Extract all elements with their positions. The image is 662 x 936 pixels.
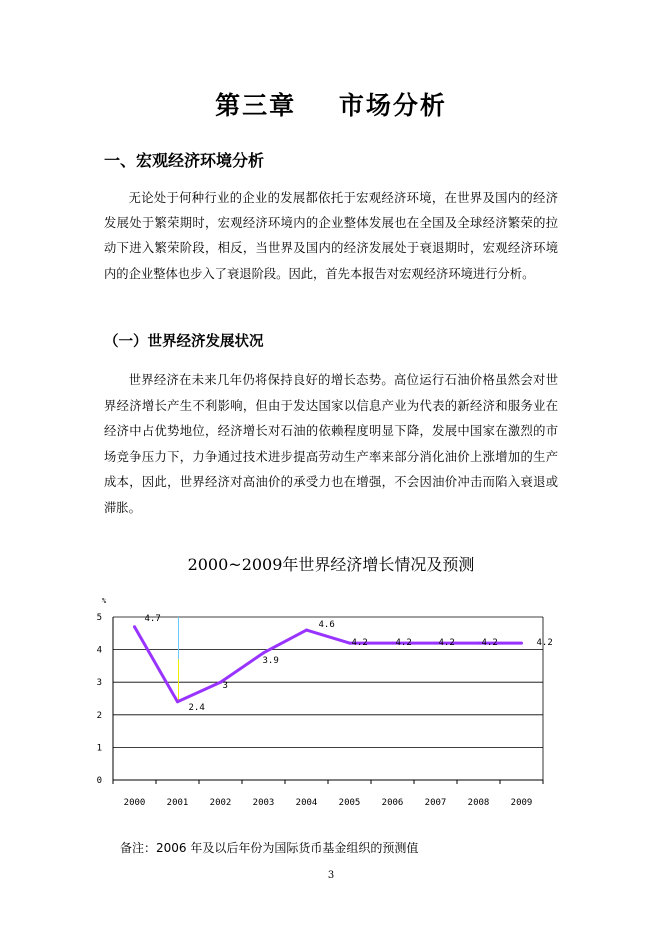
data-point xyxy=(520,642,523,645)
y-axis-unit: % xyxy=(102,597,107,605)
data-label: 3 xyxy=(222,681,228,692)
y-tick-label: 0 xyxy=(96,776,102,786)
y-tick-label: 1 xyxy=(96,743,102,754)
data-point xyxy=(477,642,480,645)
x-tick-label: 2006 xyxy=(381,798,404,808)
x-tick-label: 2008 xyxy=(467,798,490,808)
growth-line-chart xyxy=(90,590,553,820)
subsection-heading: （一）世界经济发展状况 xyxy=(104,334,264,350)
chart-title: 2000~2009年世界经济增长情况及预测 xyxy=(187,555,475,574)
x-tick-label: 2009 xyxy=(510,798,533,808)
x-tick-label: 2002 xyxy=(209,798,232,808)
y-tick-label: 2 xyxy=(96,710,102,721)
chart-note: 备注：2006 年及以后年份为国际货币基金组织的预测值 xyxy=(120,841,419,855)
data-point xyxy=(434,642,437,645)
series-line xyxy=(135,627,522,702)
data-point xyxy=(305,629,308,632)
section-heading: 一、宏观经济环境分析 xyxy=(104,151,265,170)
data-label: 4.2 xyxy=(536,638,553,649)
x-tick-label: 2003 xyxy=(252,798,275,808)
page-number: 3 xyxy=(327,870,335,881)
data-label: 4.7 xyxy=(144,613,161,624)
data-label: 2.4 xyxy=(188,702,205,713)
data-point xyxy=(133,625,136,628)
x-tick-label: 2004 xyxy=(295,798,318,808)
x-tick-label: 2001 xyxy=(166,798,189,808)
data-label: 4.2 xyxy=(481,638,498,649)
x-tick-label: 2005 xyxy=(338,798,361,808)
data-label: 4.2 xyxy=(438,638,455,649)
data-label: 4.2 xyxy=(351,638,368,649)
chart-labels xyxy=(145,614,553,713)
data-point xyxy=(176,700,179,703)
data-point xyxy=(262,651,265,654)
y-tick-label: 3 xyxy=(96,678,102,689)
y-tick-label: 4 xyxy=(96,645,102,656)
data-label: 3.9 xyxy=(262,655,279,666)
chapter-title: 第三章 市场分析 xyxy=(215,91,447,120)
data-point xyxy=(391,642,394,645)
data-label: 4.2 xyxy=(395,638,412,649)
x-tick-label: 2007 xyxy=(424,798,447,808)
y-tick-label: 5 xyxy=(96,613,102,623)
data-label: 4.6 xyxy=(318,620,335,631)
x-tick-label: 2000 xyxy=(123,798,146,808)
paragraph-world-economy: 世界经济在未来几年仍将保持良好的增长态势。高位运行石油价格虽然会对世界经济增长产生不利影响，但由于发达国家以信息产业为代表的新经济和服务业在经济中占优势地位，经济增长对石油的依赖程度明显下降，发展中国家在激烈的市场竞争压力下，力争通过技术进步提高劳动生产率来部分消化油价上涨增加的生产成本，因此，世界经济对高油价的承受力也在增强，不会因油价冲击而陷入衰退或滞胀。 xyxy=(104,373,558,515)
paragraph-macro-environment: 无论处于何种行业的企业的发展都依托于宏观经济环境，在世界及国内的经济发展处于繁荣期时，宏观经济环境内的企业整体发展也在全国及全球经济繁荣的拉动下进入繁荣阶段，相反，当世界及国内的经济发展处于衰退期时，宏观经济环境内的企业整体也步入了衰退阶段。因此，首先本报告对宏观经济环境进行分析。 xyxy=(104,191,558,281)
